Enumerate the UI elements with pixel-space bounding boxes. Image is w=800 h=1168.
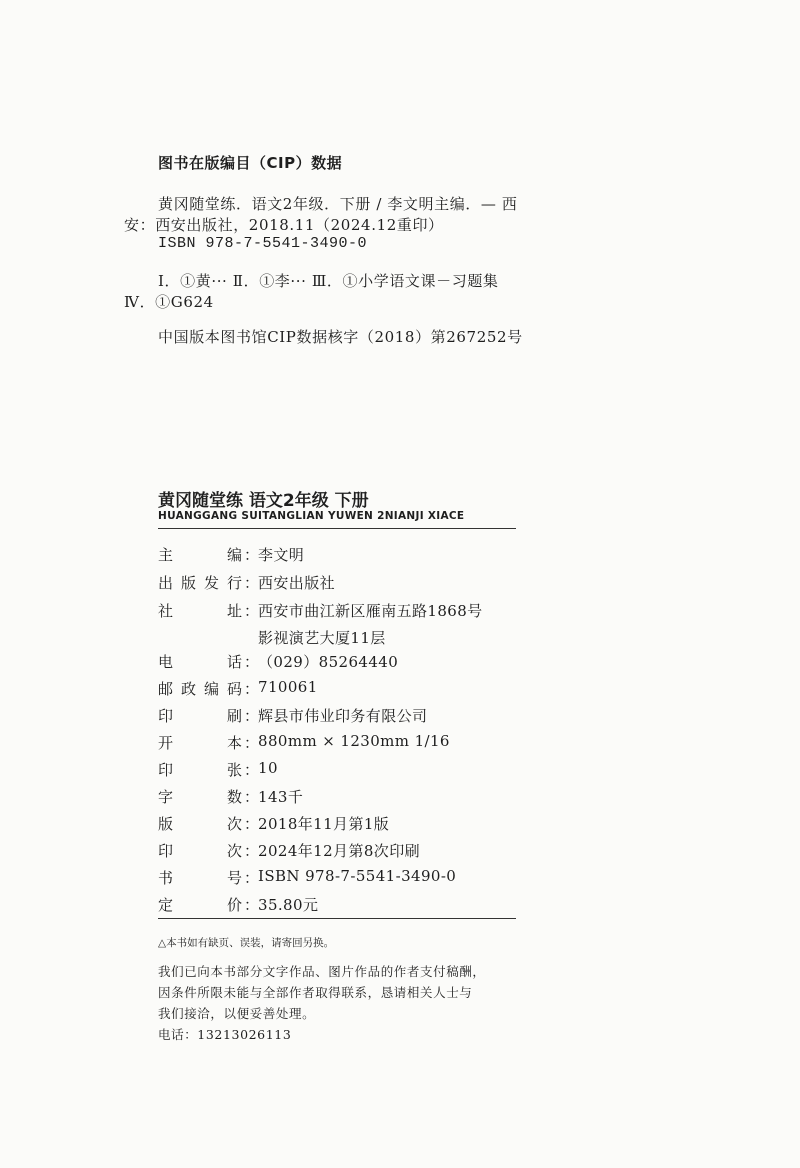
detail-value: 西安市曲江新区雁南五路1868号 <box>258 602 483 620</box>
detail-label: 版次 <box>158 815 242 833</box>
detail-value: 李文明 <box>258 546 305 564</box>
royalty-note-line-3: 我们接洽，以便妥善处理。 <box>158 1006 316 1021</box>
cip-bibliographic-line-2: 安：西安出版社，2018.11（2024.12重印） <box>124 216 444 234</box>
detail-value: 2024年12月第8次印刷 <box>258 842 421 860</box>
detail-colon: ： <box>244 815 260 833</box>
defect-notice: △本书如有缺页、误装，请寄回另换。 <box>158 937 335 949</box>
detail-colon: ： <box>244 602 260 620</box>
detail-colon: ： <box>244 788 260 806</box>
contact-phone: 电话：13213026113 <box>158 1027 292 1042</box>
detail-colon: ： <box>244 653 260 671</box>
detail-label: 印刷 <box>158 707 242 725</box>
cip-isbn: ISBN 978-7-5541-3490-0 <box>158 235 368 252</box>
book-title-pinyin: HUANGGANG SUITANGLIAN YUWEN 2NIANJI XIACE <box>158 510 465 522</box>
detail-label: 电话 <box>158 653 242 671</box>
detail-label: 字数 <box>158 788 242 806</box>
detail-label: 定价 <box>158 896 242 914</box>
detail-value: 2018年11月第1版 <box>258 815 390 833</box>
royalty-note-line-1: 我们已向本书部分文字作品、图片作品的作者支付稿酬， <box>158 964 486 979</box>
detail-colon: ： <box>244 896 260 914</box>
detail-value: 辉县市伟业印务有限公司 <box>258 707 428 725</box>
title-divider <box>158 528 516 529</box>
detail-label: 印张 <box>158 761 242 779</box>
detail-colon: ： <box>244 761 260 779</box>
detail-colon: ： <box>244 574 260 592</box>
detail-value-line-2: 影视演艺大厦11层 <box>258 629 386 647</box>
details-divider <box>158 918 516 919</box>
detail-colon: ： <box>244 869 260 887</box>
detail-colon: ： <box>244 707 260 725</box>
cip-number: 中国版本图书馆CIP数据核字（2018）第267252号 <box>158 328 523 346</box>
detail-label: 书号 <box>158 869 242 887</box>
detail-label: 印次 <box>158 842 242 860</box>
detail-label: 邮政编码 <box>158 680 242 698</box>
detail-value: 710061 <box>258 678 318 696</box>
detail-colon: ： <box>244 842 260 860</box>
detail-value: 西安出版社 <box>258 574 336 592</box>
detail-label: 开本 <box>158 734 242 752</box>
detail-value: 143千 <box>258 788 304 806</box>
detail-value: 10 <box>258 759 278 777</box>
detail-value: （029）85264440 <box>258 653 399 671</box>
detail-colon: ： <box>244 734 260 752</box>
detail-label: 出版发行 <box>158 574 242 592</box>
cip-classification-line-2: Ⅳ．①G624 <box>124 293 214 311</box>
royalty-note-line-2: 因条件所限未能与全部作者取得联系，恳请相关人士与 <box>158 985 473 1000</box>
detail-value: 880mm × 1230mm 1/16 <box>258 732 450 750</box>
detail-colon: ： <box>244 680 260 698</box>
cip-heading: 图书在版编目（CIP）数据 <box>158 154 343 172</box>
book-title: 黄冈随堂练 语文2年级 下册 <box>158 491 369 511</box>
cip-classification-line-1: Ⅰ．①黄··· Ⅱ．①李··· Ⅲ．①小学语文课－习题集 <box>158 272 499 290</box>
detail-value: 35.80元 <box>258 896 319 914</box>
detail-label: 主编 <box>158 546 242 564</box>
cip-bibliographic-line-1: 黄冈随堂练．语文2年级．下册 / 李文明主编．— 西 <box>158 195 518 213</box>
detail-value: ISBN 978-7-5541-3490-0 <box>258 867 457 885</box>
detail-colon: ： <box>244 546 260 564</box>
detail-label: 社址 <box>158 602 242 620</box>
